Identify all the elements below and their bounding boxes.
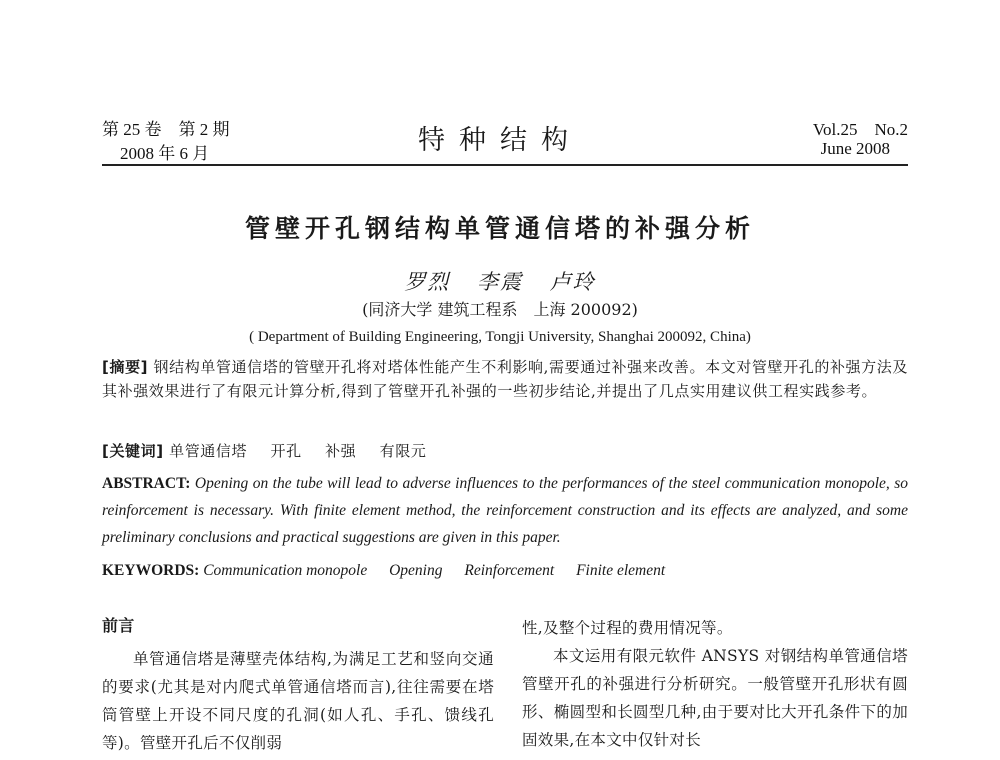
abstract-en-text: Opening on the tube will lead to adverse influences to the performances of the steel communication monopole, so reinforcement is necessary. With finite element method, the reinforcement construction and its effects are analyzed, and some preliminary conclusions and practical suggestions are given in this paper. — [102, 475, 908, 546]
keyword-cn-4: 有限元 — [379, 442, 427, 460]
keyword-en-3: Reinforcement — [464, 562, 555, 579]
body-paragraph: 本文运用有限元软件 ANSYS 对钢结构单管通信塔管壁开孔的补强进行分析研究。一般管壁开孔形状有圆形、椭圆型和长圆型几种,由于要对比大开孔条件下的加固效果,在本文中仅针对长 — [522, 647, 908, 749]
keyword-cn-1: 单管通信塔 — [169, 442, 248, 460]
authors — [0, 266, 1000, 296]
body-left-column — [102, 612, 494, 757]
journal-title: 特种结构 — [418, 125, 582, 156]
author-2: 李震 — [477, 270, 523, 294]
date-cn: 2008 年 6 月 — [120, 144, 210, 163]
body-paragraph: 单管通信塔是薄壁壳体结构,为满足工艺和竖向交通的要求(尤其是对内爬式单管通信塔而言),往往需要在塔筒管壁上开设不同尺度的孔洞(如人孔、手孔、馈线孔等)。管壁开孔后不仅削弱 — [102, 650, 494, 752]
keywords-cn — [102, 439, 908, 463]
keywords-en — [102, 557, 908, 584]
article-title: 管壁开孔钢结构单管通信塔的补强分析 — [244, 214, 755, 243]
keywords-en-label: KEYWORDS: — [102, 562, 200, 579]
abstract-cn-label: [摘要] — [102, 358, 149, 376]
date-en: June 2008 — [820, 139, 890, 158]
abstract-en — [102, 470, 908, 551]
author-1: 罗烈 — [404, 270, 451, 294]
keyword-cn-3: 补强 — [325, 442, 357, 460]
affiliation-cn: (同济大学 建筑工程系 上海 200092) — [362, 300, 638, 319]
keywords-cn-label: [关键词] — [102, 442, 164, 460]
abstract-cn-text: 钢结构单管通信塔的管壁开孔将对塔体性能产生不利影响,需要通过补强来改善。本文对管壁开孔的补强方法及其补强效果进行了有限元计算分析,得到了管壁开孔补强的一些初步结论,并提出了几点实用建议供工程实践参考。 — [102, 358, 908, 400]
keyword-en-4: Finite element — [576, 562, 666, 579]
body-right-column — [522, 614, 908, 754]
keyword-cn-2: 开孔 — [270, 442, 302, 460]
keyword-en-2: Opening — [389, 562, 443, 579]
header-rule — [102, 164, 908, 166]
volume-issue-en: Vol.25 No.2 — [812, 120, 908, 139]
abstract-en-label: ABSTRACT: — [102, 475, 191, 492]
body-continuation: 性,及整个过程的费用情况等。 — [522, 619, 733, 637]
volume-issue-cn: 第 25 卷 第 2 期 — [102, 120, 230, 139]
keyword-en-1: Communication monopole — [203, 562, 368, 579]
section-title: 前言 — [102, 616, 135, 635]
abstract-cn — [102, 355, 908, 403]
author-3: 卢玲 — [549, 270, 596, 294]
affiliation-en: ( Department of Building Engineering, Tongji University, Shanghai 200092, China) — [249, 329, 751, 345]
